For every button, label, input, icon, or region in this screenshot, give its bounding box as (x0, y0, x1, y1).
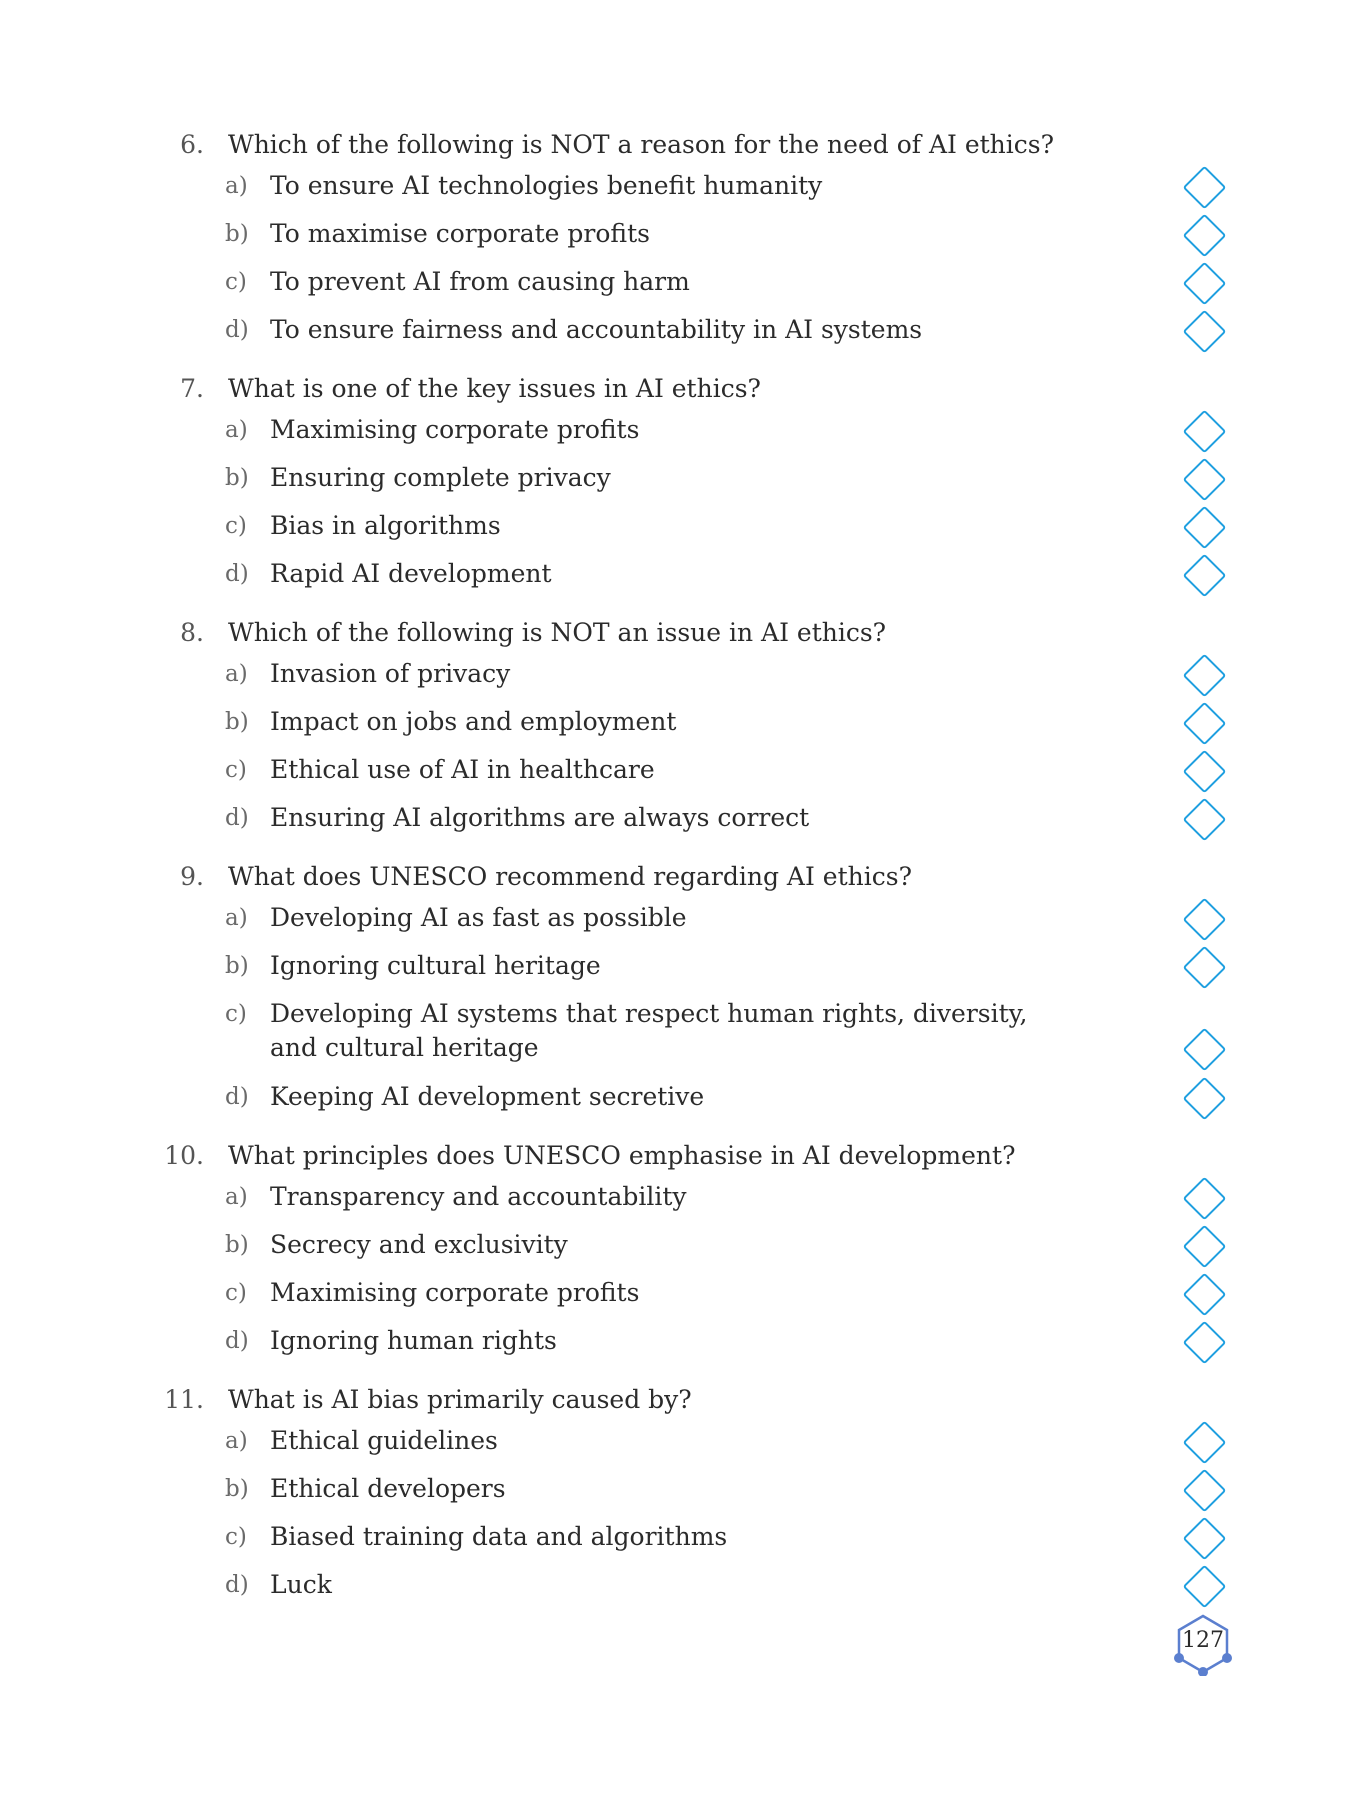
answer-diamond-checkbox[interactable] (1183, 654, 1227, 698)
option-text: Bias in algorithms (270, 511, 501, 540)
answer-diamond-checkbox[interactable] (1183, 1321, 1227, 1365)
option-letter: b) (225, 1476, 249, 1502)
answer-diamond-checkbox[interactable] (1183, 458, 1227, 502)
option-letter: c) (225, 269, 247, 295)
option-text: To prevent AI from causing harm (270, 267, 690, 296)
option-letter: d) (225, 1084, 249, 1110)
option-c (0, 258, 1366, 306)
question-line (0, 860, 1366, 894)
question-number: 10. (164, 1141, 204, 1170)
option-text: Impact on jobs and employment (270, 707, 677, 736)
option-c (0, 746, 1366, 794)
page-number: 127 (1182, 1628, 1224, 1653)
option-text: Maximising corporate profits (270, 415, 640, 444)
option-text: Ethical developers (270, 1474, 506, 1503)
option-d (0, 550, 1366, 598)
question-line (0, 372, 1366, 406)
option-letter: d) (225, 1572, 249, 1598)
question-number: 8. (180, 618, 204, 647)
option-text: Maximising corporate profits (270, 1278, 640, 1307)
answer-diamond-checkbox[interactable] (1183, 1028, 1227, 1072)
option-text: Keeping AI development secretive (270, 1082, 705, 1111)
answer-diamond-checkbox[interactable] (1183, 554, 1227, 598)
question-text: What is AI bias primarily caused by? (228, 1385, 692, 1414)
option-letter: a) (225, 661, 248, 687)
answer-diamond-checkbox[interactable] (1183, 798, 1227, 842)
question-number: 9. (180, 862, 204, 891)
answer-diamond-checkbox[interactable] (1183, 166, 1227, 210)
option-text: Invasion of privacy (270, 659, 511, 688)
option-c (0, 502, 1366, 550)
answer-diamond-checkbox[interactable] (1183, 262, 1227, 306)
answer-diamond-checkbox[interactable] (1183, 946, 1227, 990)
option-text: Secrecy and exclusivity (270, 1230, 568, 1259)
question-6 (0, 128, 1366, 354)
answer-diamond-checkbox[interactable] (1183, 1421, 1227, 1465)
option-letter: d) (225, 317, 249, 343)
option-b (0, 698, 1366, 746)
question-7 (0, 372, 1366, 598)
question-line (0, 616, 1366, 650)
answer-diamond-checkbox[interactable] (1183, 506, 1227, 550)
option-letter: d) (225, 805, 249, 831)
answer-diamond-checkbox[interactable] (1183, 1225, 1227, 1269)
question-line (0, 128, 1366, 162)
option-text: Ethical guidelines (270, 1426, 498, 1455)
option-letter: c) (225, 513, 247, 539)
question-9 (0, 860, 1366, 1121)
answer-diamond-checkbox[interactable] (1183, 410, 1227, 454)
option-d (0, 1073, 1366, 1121)
question-text: What does UNESCO recommend regarding AI ethics? (228, 862, 912, 891)
answer-diamond-checkbox[interactable] (1183, 1565, 1227, 1609)
option-a (0, 894, 1366, 942)
option-c (0, 990, 1366, 1073)
question-number: 7. (180, 374, 204, 403)
option-text: Luck (270, 1570, 332, 1599)
answer-diamond-checkbox[interactable] (1183, 214, 1227, 258)
option-b (0, 1221, 1366, 1269)
question-text: Which of the following is NOT a reason for the need of AI ethics? (228, 130, 1055, 159)
option-a (0, 1173, 1366, 1221)
option-letter: c) (225, 757, 247, 783)
option-letter: c) (225, 1001, 247, 1027)
option-text: Ignoring human rights (270, 1326, 557, 1355)
option-text: Developing AI systems that respect human rights, diversity, and cultural heritage (270, 999, 1028, 1062)
answer-diamond-checkbox[interactable] (1183, 1469, 1227, 1513)
option-d (0, 306, 1366, 354)
option-letter: d) (225, 1328, 249, 1354)
question-number: 6. (180, 130, 204, 159)
option-text: To ensure fairness and accountability in AI systems (270, 315, 923, 344)
answer-diamond-checkbox[interactable] (1183, 750, 1227, 794)
option-letter: b) (225, 221, 249, 247)
option-text: Transparency and accountability (270, 1182, 687, 1211)
question-number: 11. (164, 1385, 204, 1414)
option-b (0, 210, 1366, 258)
option-letter: b) (225, 709, 249, 735)
answer-diamond-checkbox[interactable] (1183, 1273, 1227, 1317)
option-text: Rapid AI development (270, 559, 552, 588)
answer-diamond-checkbox[interactable] (1183, 310, 1227, 354)
option-d (0, 1561, 1366, 1609)
answer-diamond-checkbox[interactable] (1183, 1077, 1227, 1121)
option-c (0, 1513, 1366, 1561)
option-letter: b) (225, 465, 249, 491)
option-b (0, 1465, 1366, 1513)
option-text: Ensuring AI algorithms are always correct (270, 803, 810, 832)
option-text: Developing AI as fast as possible (270, 903, 687, 932)
question-list (0, 128, 1366, 1627)
page-number-badge (1173, 1612, 1233, 1676)
option-b (0, 942, 1366, 990)
option-letter: a) (225, 905, 248, 931)
option-letter: a) (225, 173, 248, 199)
option-text: Ignoring cultural heritage (270, 951, 601, 980)
option-text: Ensuring complete privacy (270, 463, 611, 492)
option-letter: d) (225, 561, 249, 587)
question-8 (0, 616, 1366, 842)
option-letter: a) (225, 417, 248, 443)
option-letter: c) (225, 1280, 247, 1306)
option-text: To ensure AI technologies benefit humanity (270, 171, 823, 200)
answer-diamond-checkbox[interactable] (1183, 702, 1227, 746)
option-text: To maximise corporate profits (270, 219, 650, 248)
option-text: Biased training data and algorithms (270, 1522, 728, 1551)
question-line (0, 1383, 1366, 1417)
option-text: Ethical use of AI in healthcare (270, 755, 655, 784)
question-text: What principles does UNESCO emphasise in AI development? (228, 1141, 1016, 1170)
answer-diamond-checkbox[interactable] (1183, 898, 1227, 942)
option-letter: a) (225, 1428, 248, 1454)
question-11 (0, 1383, 1366, 1609)
question-line (0, 1139, 1366, 1173)
option-letter: c) (225, 1524, 247, 1550)
option-letter: b) (225, 1232, 249, 1258)
question-text: Which of the following is NOT an issue in AI ethics? (228, 618, 887, 647)
option-b (0, 454, 1366, 502)
answer-diamond-checkbox[interactable] (1183, 1517, 1227, 1561)
option-a (0, 650, 1366, 698)
option-letter: b) (225, 953, 249, 979)
option-d (0, 794, 1366, 842)
option-d (0, 1317, 1366, 1365)
option-a (0, 162, 1366, 210)
question-10 (0, 1139, 1366, 1365)
option-a (0, 406, 1366, 454)
option-letter: a) (225, 1184, 248, 1210)
option-c (0, 1269, 1366, 1317)
question-text: What is one of the key issues in AI ethics? (228, 374, 761, 403)
option-a (0, 1417, 1366, 1465)
answer-diamond-checkbox[interactable] (1183, 1177, 1227, 1221)
